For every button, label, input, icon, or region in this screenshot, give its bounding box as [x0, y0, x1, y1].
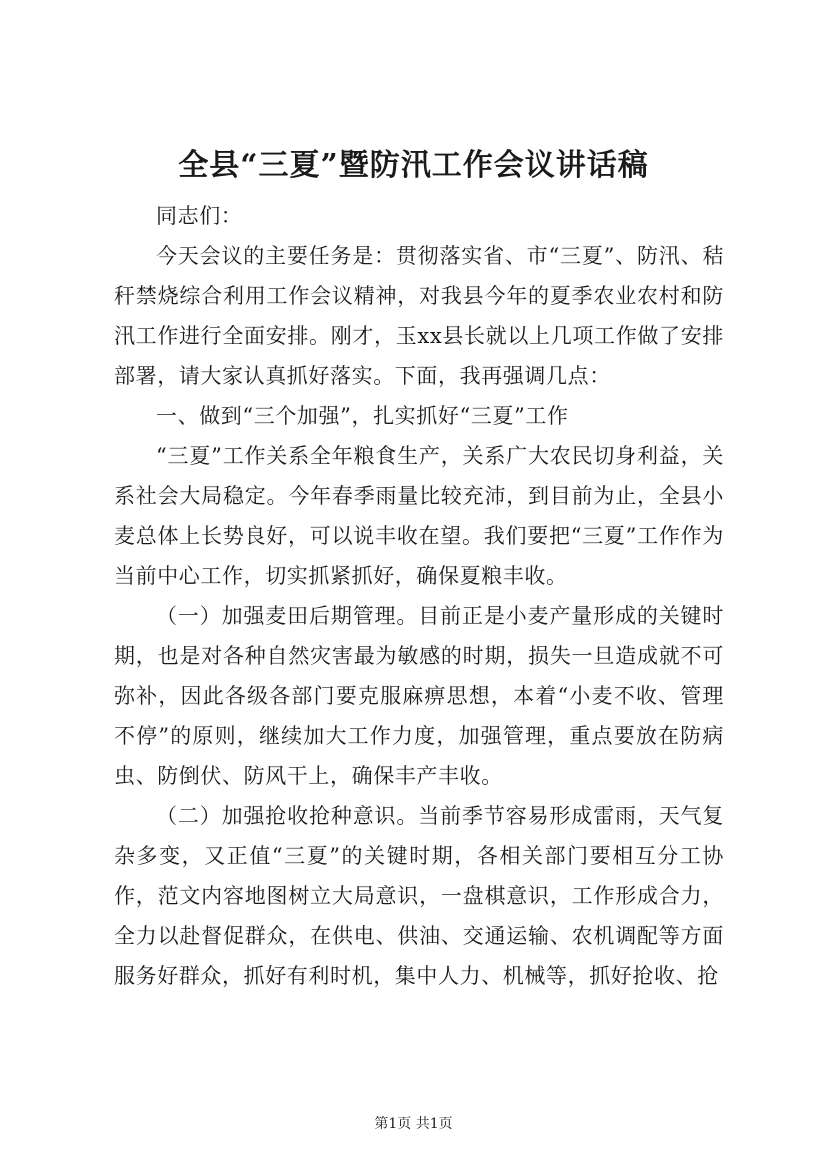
page-number-footer: 第1页 共1页	[374, 1116, 453, 1132]
document-title: 全县“三夏”暨防汛工作会议讲话稿	[178, 148, 649, 183]
subsection-paragraph-1: （一）加强麦田后期管理。目前正是小麦产量形成的关键时期，也是对各种自然灾害最为敏感的时期，损失一旦造成就不可弥补，因此各级各部门要克服麻痹思想，本着“小麦不收、管理不停”的原则，继续加大工作力度，加强管理，重点要放在防病虫、防倒伏、防风干上，确保丰产丰收。	[114, 604, 724, 788]
section-paragraph: “三夏”工作关系全年粮食生产，关系广大农民切身利益，关系社会大局稳定。今年春季雨量比较充沛，到目前为止，全县小麦总体上长势良好，可以说丰收在望。我们要把“三夏”工作作为当前中心工作，切实抓紧抓好，确保夏粮丰收。	[114, 444, 724, 588]
salutation: 同志们：	[156, 204, 243, 228]
intro-paragraph: 今天会议的主要任务是：贯彻落实省、市“三夏”、防汛、秸秆禁烧综合利用工作会议精神，对我县今年的夏季农业农村和防汛工作进行全面安排。刚才，玉xx县长就以上几项工作做了安排部署，请大家认真抓好落实。下面，我再强调几点：	[114, 244, 724, 388]
document-body	[114, 196, 724, 996]
section-heading: 一、做到“三个加强”，扎实抓好“三夏”工作	[156, 404, 569, 428]
subsection-paragraph-2: （二）加强抢收抢种意识。当前季节容易形成雷雨，天气复杂多变，又正值“三夏”的关键时期，各相关部门要相互分工协作，范文内容地图树立大局意识，一盘棋意识，工作形成合力，全力以赴督促群众，在供电、供油、交通运输、农机调配等方面服务好群众，抓好有利时机，集中人力、机械等，抓好抢收、抢	[114, 804, 724, 988]
